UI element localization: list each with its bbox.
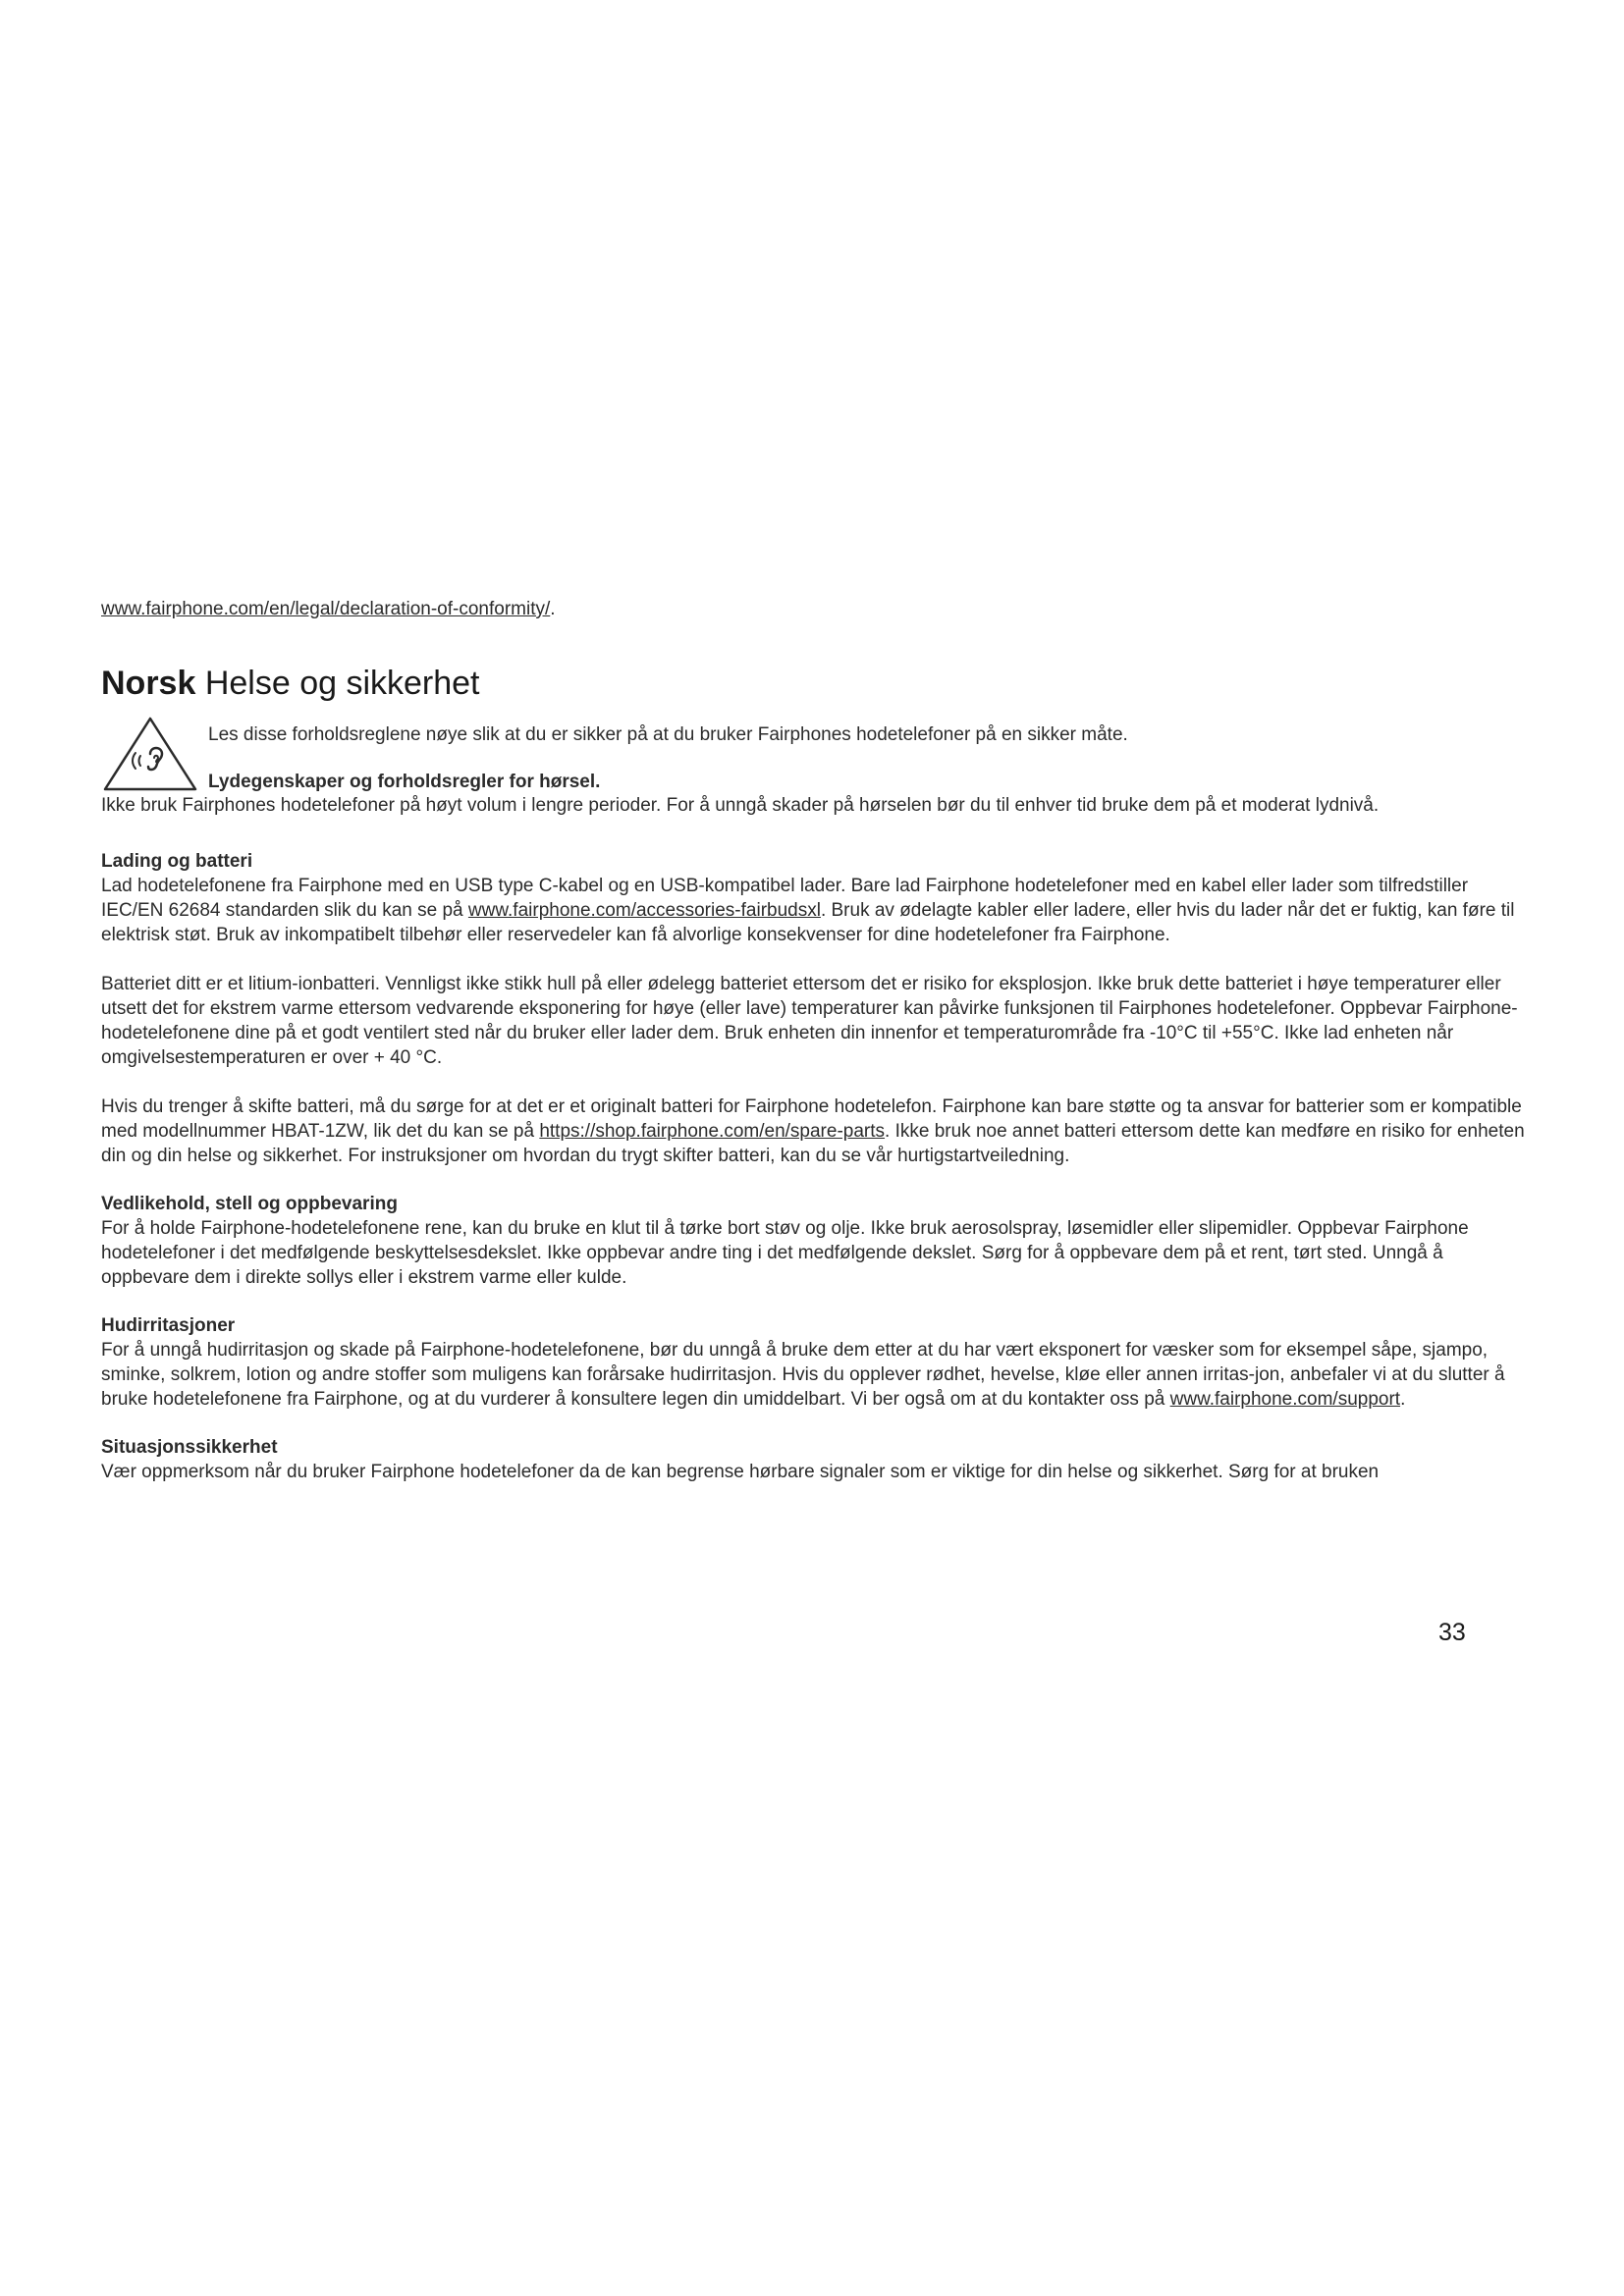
- accessories-link[interactable]: www.fairphone.com/accessories-fairbudsxl: [467, 900, 821, 921]
- maintenance-body: For å holde Fairphone-hodetelefonene rene, kan du bruke en klut til å tørke bort støv og olje. Ikke bruk aerosolspray, løsemidler eller slipemidler. Oppbevar Fairphone hodetelefoner i det medfølgende beskyttelsesdekslet. Ikke oppbevar andre ting i det medfølgende dekslet. Sørg for å oppbevare dem på et rent, tørt sted. Unngå å oppbevare dem i direkte sollys eller i ekstrem varme eller kulde.: [101, 1218, 1469, 1288]
- hearing-warning-icon: [101, 715, 199, 793]
- declaration-of-conformity-link[interactable]: www.fairphone.com/en/legal/declaration-of-conformity/: [101, 599, 551, 619]
- charging-heading: Lading og batteri: [101, 851, 253, 872]
- spare-parts-link[interactable]: https://shop.fairphone.com/en/spare-parts: [539, 1121, 886, 1142]
- skin-heading: Hudirritasjoner: [101, 1315, 236, 1336]
- charging-p1-text-before: Lad hodetelefonene fra Fairphone med en USB type C-kabel og en USB-kompatibel lader. Bare lad Fairphone hodetelefoner med en kabel eller lader som tilfredstiller IEC/EN 62684 standarden slik du kan se på: [101, 876, 1469, 921]
- skin-text-before: For å unngå hudirritasjon og skade på Fairphone-hodetelefonene, bør du unngå å bruke dem etter at du har vært eksponert for væsker som for eksempel såpe, sjampo, sminke, solkrem, lotion og andre stoffer som muligens kan forårsake hudirritasjon. Hvis du opplever rødhet, hevelse, kløe eller annen irritas-jon, anbefaler vi at du slutter å bruke hodetelefonene fra Fairphone, og at du vurderer å konsultere legen din umiddelbart. Vi ber også om at du kontakter oss på: [101, 1340, 1505, 1410]
- hearing-body: Ikke bruk Fairphones hodetelefoner på høyt volum i lengre perioder. For å unngå skader på hørselen bør du til enhver tid bruke dem på et moderat lydnivå.: [101, 795, 1380, 816]
- hearing-heading: Lydegenskaper og forholdsregler for hørsel.: [208, 772, 601, 792]
- situation-body: Vær oppmerksom når du bruker Fairphone hodetelefoner da de kan begrense hørbare signaler som er viktige for din helse og sikkerhet. Sørg for at bruken: [101, 1462, 1380, 1482]
- charging-p1-text-after: . Bruk av ødelagte kabler eller ladere, eller hvis du lader når det er fuktig, kan føre til elektrisk støt. Bruk av inkompatibelt tilbehør eller reservedeler kan få alvorlige konsekvenser for dine hodetelefoner fra Fairphone.: [101, 900, 1515, 945]
- charging-paragraph-3: [101, 1095, 1527, 1168]
- declaration-link-line: [101, 597, 1527, 622]
- situation-heading: Situasjonssikkerhet: [101, 1437, 278, 1458]
- title-rest: Helse og sikkerhet: [195, 665, 480, 702]
- page-number: 33: [1438, 1619, 1466, 1646]
- page-title: [101, 664, 1527, 703]
- maintenance-heading: Vedlikehold, stell og oppbevaring: [101, 1194, 398, 1214]
- skin-body: [101, 1338, 1527, 1412]
- title-language: Norsk: [101, 665, 196, 702]
- warning-intro-text: Les disse forholdsreglene nøye slik at du er sikker på at du bruker Fairphones hodetelefoner på en sikker måte.: [208, 724, 1128, 745]
- link-suffix: .: [550, 599, 556, 619]
- charging-paragraph-1: [101, 874, 1527, 947]
- support-link[interactable]: www.fairphone.com/support: [1169, 1389, 1401, 1410]
- charging-paragraph-2: Batteriet ditt er et litium-ionbatteri. Vennligst ikke stikk hull på eller ødelegg batteriet ettersom det er risiko for eksplosjon. Ikke bruk dette batteriet i høye temperaturer eller utsett det for ekstrem varme ettersom vedvarende eksponering for høye (eller lave) temperaturer kan påvirke funksjonen til Fairphones hodetelefoner. Oppbevar Fairphone-hodetelefonene dine på et godt ventilert sted når du bruker eller lader dem. Bruk enheten din innenfor et temperaturområde fra -10°C til +55°C. Ikke lad enheten når omgivelsestemperaturen er over + 40 °C.: [101, 974, 1518, 1068]
- hearing-warning-block: [101, 715, 1527, 793]
- document-page: [101, 597, 1527, 1484]
- charging-p3-text-before: Hvis du trenger å skifte batteri, må du sørge for at det er et originalt batteri for Fairphone hodetelefon. Fairphone kan bare støtte og ta ansvar for batterier som er kompatible med modellnummer HBAT-1ZW, lik det du kan se på: [101, 1096, 1522, 1142]
- skin-text-after: .: [1400, 1389, 1406, 1410]
- charging-p3-text-after: . Ikke bruk noe annet batteri ettersom dette kan medføre en risiko for enheten din og din helse og sikkerhet. For instruksjoner om hvordan du trygt skifter batteri, kan du se vår hurtigstartveiledning.: [101, 1121, 1525, 1166]
